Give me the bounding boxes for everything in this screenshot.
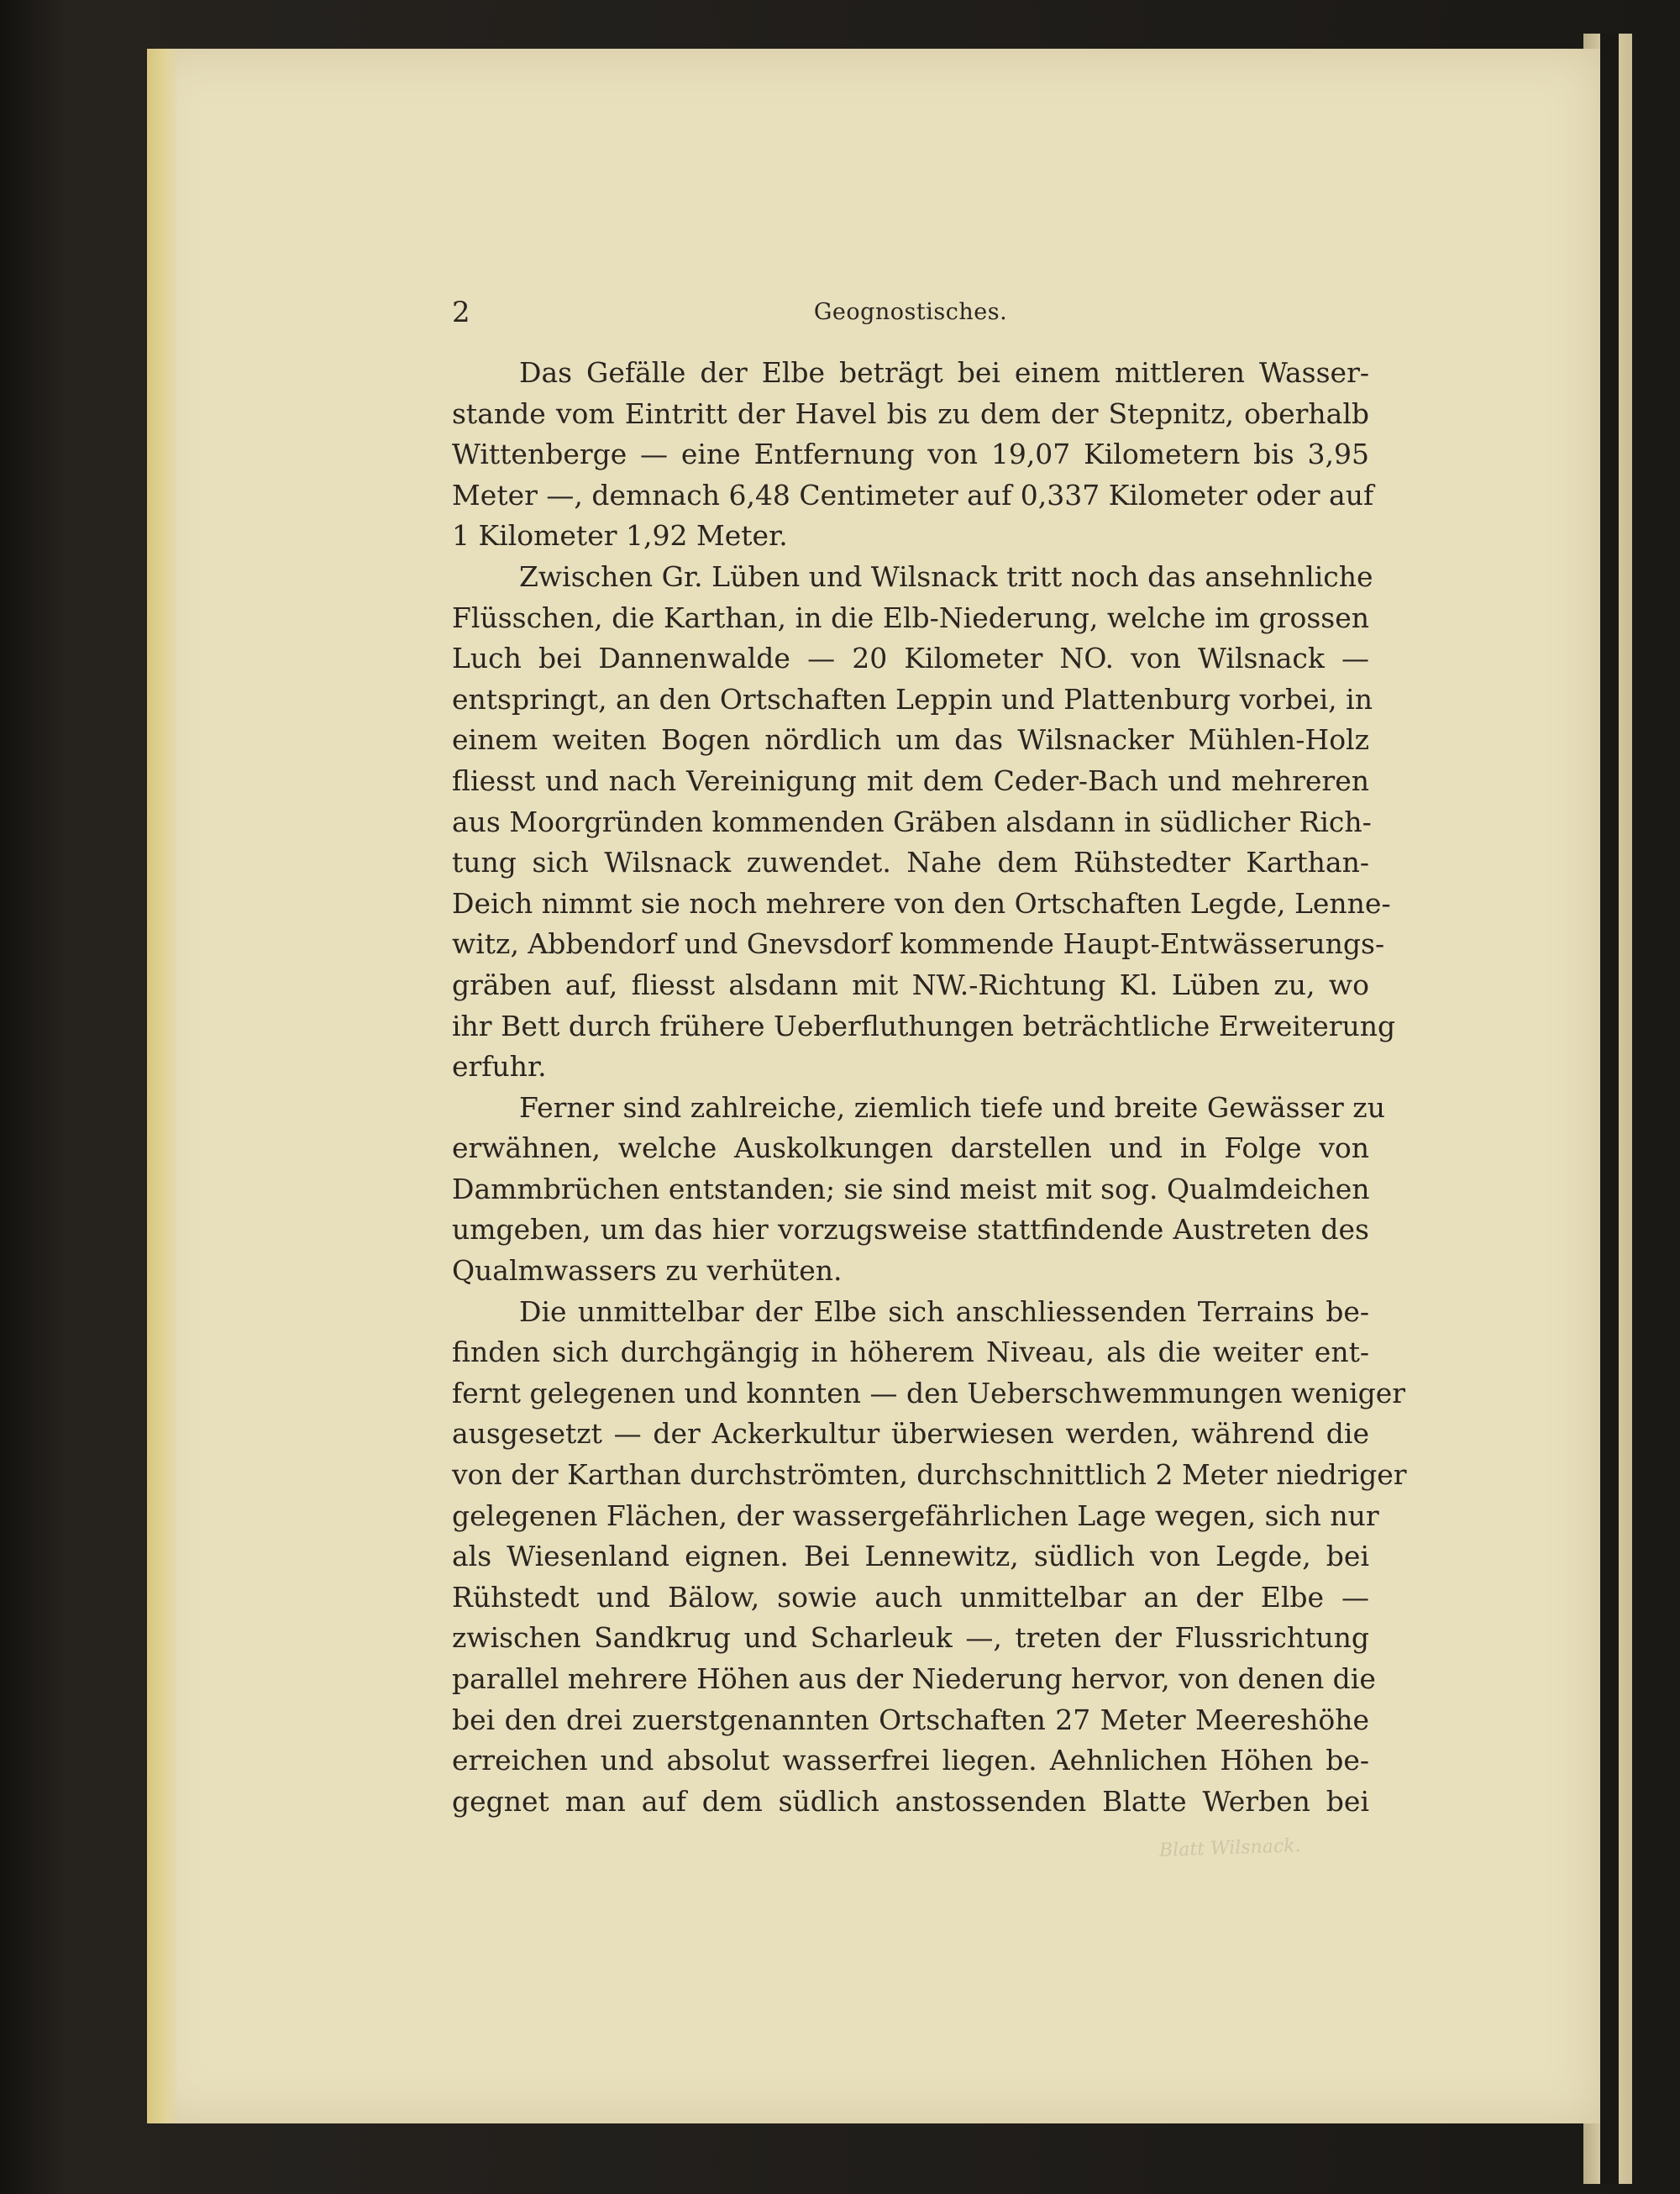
text-line: parallel mehrere Höhen aus der Niederung hervor, von denen die — [452, 1662, 1376, 1695]
body-text — [452, 353, 1407, 1822]
text-line: Rühstedt und Bälow, sowie auch unmittelbar an der Elbe — — [452, 1580, 1369, 1614]
text-line: fernt gelegenen und konnten — den Ueberschwemmungen weniger — [452, 1376, 1406, 1409]
text-line: erfuhr. — [452, 1050, 547, 1084]
book-gutter — [1600, 34, 1619, 2184]
text-line: Das Gefälle der Elbe beträgt bei einem mittleren Wasser- — [519, 356, 1369, 389]
text-line: Ferner sind zahlreiche, ziemlich tiefe und breite Gewässer zu — [519, 1090, 1385, 1124]
text-line: erreichen und absolut wasserfrei liegen. Aehnlichen Höhen be- — [452, 1744, 1369, 1777]
text-line: ihr Bett durch frühere Ueberfluthungen beträchtliche Erweiterung — [452, 1009, 1396, 1042]
text-line: Dammbrüchen entstanden; sie sind meist mit sog. Qualmdeichen — [452, 1172, 1370, 1205]
text-line: Qualmwassers zu verhüten. — [452, 1254, 843, 1288]
text-line: von der Karthan durchströmten, durchschnittlich 2 Meter niedriger — [452, 1458, 1407, 1492]
text-line: umgeben, um das hier vorzugsweise stattfindende Austreten des — [452, 1213, 1369, 1247]
text-line: gegnet man auf dem südlich anstossenden Blatte Werben bei — [452, 1784, 1369, 1818]
bleed-through-text: Blatt Wilsnack. — [1158, 1835, 1301, 1861]
text-line: erwähnen, welche Auskolkungen darstellen und in Folge von — [452, 1131, 1369, 1165]
running-head — [452, 296, 1369, 329]
text-line: aus Moorgründen kommenden Gräben alsdann in südlicher Rich- — [452, 805, 1372, 838]
text-line: entspringt, an den Ortschaften Leppin und Plattenburg vorbei, in — [452, 682, 1373, 716]
text-line: gelegenen Flächen, der wassergefährlichen Lage wegen, sich nur — [452, 1499, 1379, 1532]
text-line: Flüsschen, die Karthan, in die Elb-Niederung, welche im grossen — [452, 601, 1369, 634]
text-line: Zwischen Gr. Lüben und Wilsnack tritt noch das ansehnliche — [519, 559, 1373, 593]
text-line: Deich nimmt sie noch mehrere von den Ortschaften Legde, Lenne- — [452, 886, 1391, 920]
text-line: finden sich durchgängig in höherem Niveau, als die weiter ent- — [452, 1336, 1369, 1369]
text-line: als Wiesenland eignen. Bei Lennewitz, südlich von Legde, bei — [452, 1540, 1369, 1573]
text-line: bei den drei zuerstgenannten Ortschaften 27 Meter Meereshöhe — [452, 1703, 1369, 1736]
text-line: gräben auf, fliesst alsdann mit NW.-Richtung Kl. Lüben zu, wo — [452, 968, 1369, 1001]
text-line: Meter —, demnach 6,48 Centimeter auf 0,337 Kilometer oder auf — [452, 478, 1374, 512]
text-line: einem weiten Bogen nördlich um das Wilsnacker Mühlen-Holz — [452, 723, 1369, 757]
text-line: witz, Abbendorf und Gnevsdorf kommende Haupt-Entwässerungs- — [452, 927, 1385, 961]
text-line: zwischen Sandkrug und Scharleuk —, treten der Flussrichtung — [452, 1621, 1369, 1655]
text-line: 1 Kilometer 1,92 Meter. — [452, 519, 788, 553]
text-line: stande vom Eintritt der Havel bis zu dem der Stepnitz, oberhalb — [452, 396, 1369, 430]
text-line: Luch bei Dannenwalde — 20 Kilometer NO. von Wilsnack — — [452, 642, 1369, 675]
text-line: Die unmittelbar der Elbe sich anschliessenden Terrains be- — [519, 1294, 1369, 1328]
page-left-edge — [147, 49, 179, 2123]
page-header-title: Geognostisches. — [813, 299, 1008, 325]
text-line: Wittenberge — eine Entfernung von 19,07 Kilometern bis 3,95 — [452, 438, 1369, 471]
page-number: 2 — [452, 296, 470, 329]
text-line: fliesst und nach Vereinigung mit dem Ceder-Bach und mehreren — [452, 764, 1369, 797]
text-line: tung sich Wilsnack zuwendet. Nahe dem Rühstedter Karthan- — [452, 846, 1369, 879]
text-line: ausgesetzt — der Ackerkultur überwiesen werden, während die — [452, 1417, 1369, 1451]
